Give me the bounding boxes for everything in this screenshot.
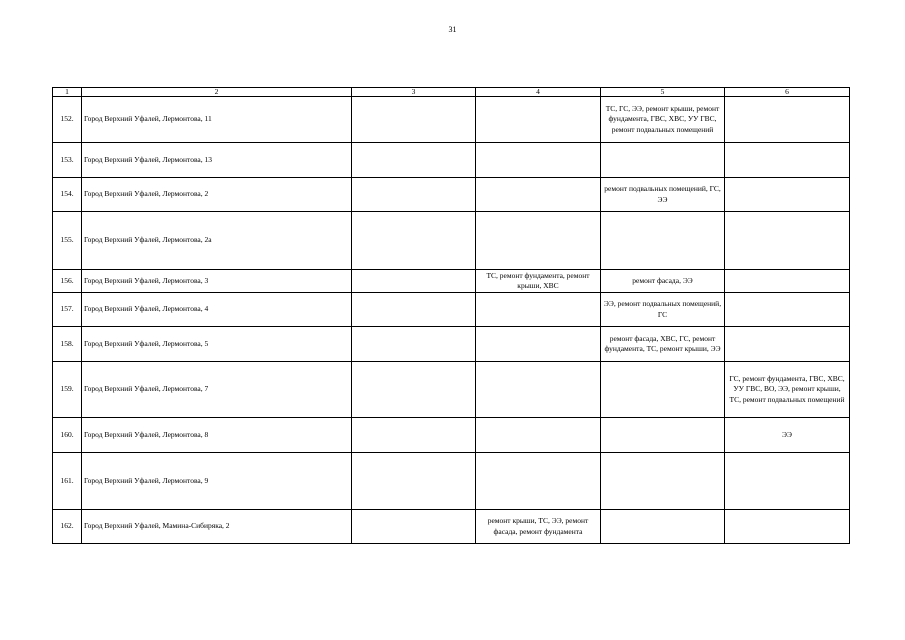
row-number: 155. [53, 212, 82, 270]
row-col3 [352, 362, 476, 418]
row-col4 [476, 143, 601, 178]
page-number: 31 [448, 25, 457, 34]
row-col4 [476, 418, 601, 453]
column-header: 2 [82, 88, 352, 97]
table-row [53, 178, 850, 212]
row-col5: ЭЭ, ремонт подвальных помещений, ГС [601, 293, 725, 327]
row-col3 [352, 178, 476, 212]
table-row [53, 327, 850, 362]
row-col4 [476, 97, 601, 143]
column-header: 1 [53, 88, 82, 97]
row-number: 153. [53, 143, 82, 178]
row-col3 [352, 97, 476, 143]
row-col6: ЭЭ [725, 418, 850, 453]
row-col6: ГС, ремонт фундамента, ГВС, ХВС, УУ ГВС, ВО, ЭЭ, ремонт крыши, ТС, ремонт подвальных помещений [725, 362, 850, 418]
row-col4 [476, 212, 601, 270]
row-col3 [352, 510, 476, 544]
row-col4 [476, 327, 601, 362]
row-address: Город Верхний Уфалей, Мамина-Сибиряка, 2 [82, 510, 352, 544]
column-header: 5 [601, 88, 725, 97]
row-address: Город Верхний Уфалей, Лермонтова, 2а [82, 212, 352, 270]
row-number: 152. [53, 97, 82, 143]
row-number: 159. [53, 362, 82, 418]
row-number: 161. [53, 453, 82, 510]
row-col3 [352, 293, 476, 327]
row-col5 [601, 418, 725, 453]
table-row [53, 362, 850, 418]
row-col4: ремонт крыши, ТС, ЭЭ, ремонт фасада, ремонт фундамента [476, 510, 601, 544]
row-address: Город Верхний Уфалей, Лермонтова, 7 [82, 362, 352, 418]
row-col3 [352, 270, 476, 293]
row-number: 157. [53, 293, 82, 327]
row-col5: ремонт фасада, ЭЭ [601, 270, 725, 293]
row-col5 [601, 453, 725, 510]
table-row [53, 453, 850, 510]
column-header: 3 [352, 88, 476, 97]
row-address: Город Верхний Уфалей, Лермонтова, 13 [82, 143, 352, 178]
row-col4: ТС, ремонт фундамента, ремонт крыши, ХВС [476, 270, 601, 293]
row-col6 [725, 270, 850, 293]
row-col5: ТС, ГС, ЭЭ, ремонт крыши, ремонт фундамента, ГВС, ХВС, УУ ГВС, ремонт подвальных помещений [601, 97, 725, 143]
row-col4 [476, 453, 601, 510]
row-col3 [352, 327, 476, 362]
row-col4 [476, 178, 601, 212]
column-header: 6 [725, 88, 850, 97]
row-col3 [352, 418, 476, 453]
row-col5 [601, 510, 725, 544]
row-col6 [725, 510, 850, 544]
row-address: Город Верхний Уфалей, Лермонтова, 11 [82, 97, 352, 143]
table-row [53, 212, 850, 270]
table-row [53, 143, 850, 178]
row-col4 [476, 362, 601, 418]
table-row [53, 510, 850, 544]
row-col6 [725, 97, 850, 143]
row-col6 [725, 212, 850, 270]
row-number: 154. [53, 178, 82, 212]
row-col3 [352, 453, 476, 510]
row-col6 [725, 453, 850, 510]
row-col4 [476, 293, 601, 327]
row-address: Город Верхний Уфалей, Лермонтова, 5 [82, 327, 352, 362]
row-col6 [725, 178, 850, 212]
row-col6 [725, 293, 850, 327]
row-col3 [352, 212, 476, 270]
column-header: 4 [476, 88, 601, 97]
row-address: Город Верхний Уфалей, Лермонтова, 4 [82, 293, 352, 327]
row-address: Город Верхний Уфалей, Лермонтова, 8 [82, 418, 352, 453]
row-col6 [725, 327, 850, 362]
row-number: 158. [53, 327, 82, 362]
row-address: Город Верхний Уфалей, Лермонтова, 2 [82, 178, 352, 212]
row-number: 160. [53, 418, 82, 453]
table-row [53, 418, 850, 453]
table-row [53, 270, 850, 293]
row-col5: ремонт фасада, ХВС, ГС, ремонт фундамента, ТС, ремонт крыши, ЭЭ [601, 327, 725, 362]
table-row [53, 97, 850, 143]
row-col5 [601, 143, 725, 178]
row-address: Город Верхний Уфалей, Лермонтова, 3 [82, 270, 352, 293]
row-number: 162. [53, 510, 82, 544]
header-row [53, 88, 850, 97]
row-col3 [352, 143, 476, 178]
row-col5 [601, 212, 725, 270]
register-table [52, 87, 850, 544]
row-col6 [725, 143, 850, 178]
row-col5 [601, 362, 725, 418]
row-number: 156. [53, 270, 82, 293]
row-address: Город Верхний Уфалей, Лермонтова, 9 [82, 453, 352, 510]
table-row [53, 293, 850, 327]
row-col5: ремонт подвальных помещений, ГС, ЭЭ [601, 178, 725, 212]
